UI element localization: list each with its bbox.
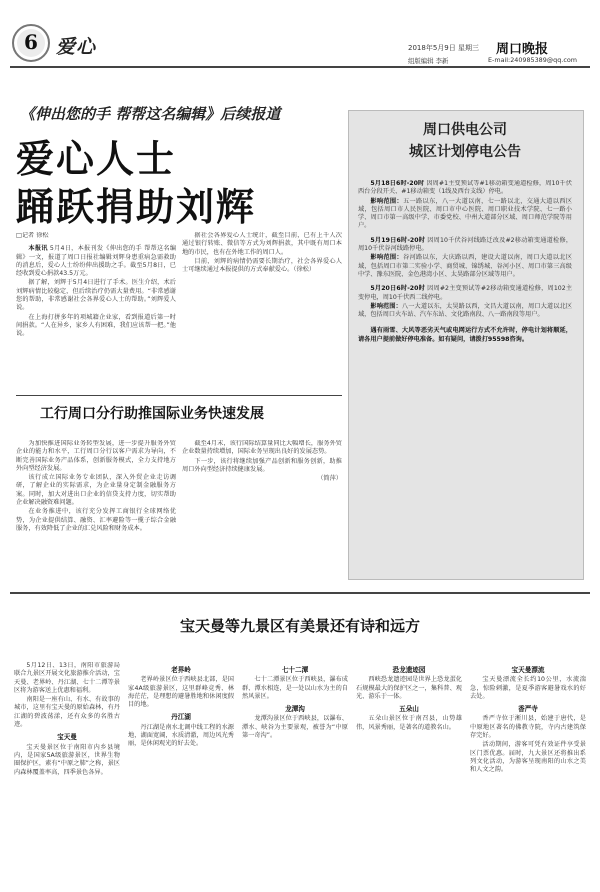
story2-top-rule: [16, 395, 342, 396]
scenic-name: 香严寺: [518, 705, 538, 714]
story3-intro: 5月12日、13日，南阳市旅游局联合九景区开展文化旅游推介活动，宝天曼、老界岭、丹江湖、七十二潭等景区将为游客送上优惠和福利。: [14, 662, 120, 694]
scenic-desc: 宝天曼漂流全长约10公里，水流湍急，惊险刺激，是夏季游客避暑戏水的好去处。: [470, 676, 586, 700]
outage-heading-1: 周口供电公司: [423, 122, 507, 138]
outage-note: 遇有雨雪、大风等恶劣天气或电网运行方式不允许时，停电计划将顺延，请各用户提前做好停电准备。如有疑问，请拨打95598咨询。: [358, 327, 572, 343]
outage-entry-2: 5月19日6时-20时 因周10千伏谷河线路迁改及#2移动箱变通道检修，周10千伏谷河线路停电。: [358, 236, 572, 253]
scenic-name: 恐龙遗迹园: [392, 666, 426, 674]
story2-para5: 下一步，该行将继续加强产品创新和服务创新，助推周口外向型经济持续健康发展。: [182, 457, 342, 473]
story3-col3: [242, 662, 348, 884]
story2-col-right: [182, 440, 342, 580]
scenic-name: 老界岭: [171, 666, 191, 674]
story1-col-right: [182, 232, 342, 360]
story1-title-line2: 踊跃捐助刘辉: [16, 184, 257, 229]
story3-col4: [356, 662, 462, 884]
header-date: 2018年5月9日 星期三: [408, 44, 479, 52]
outage-entry-3-area: 影响范围：八一大道以东，太昊路以西，文昌大道以南，周口大道以北区域，包括周口火车站、汽车东站、文化路南段、八一路南段等用户。: [358, 302, 572, 319]
scenic-desc: 丹江湖是南水北调中线工程的水源地，湖面宽阔，水质清澈，周边风光秀丽，是休闲观光的好去处。: [128, 723, 234, 748]
scenic-desc: 七十二潭景区位于西峡县，瀑布成群、潭水相连，是一处以山水为主的自然风景区。: [242, 676, 348, 700]
scenic-name: 宝天曼漂流: [511, 666, 545, 674]
story1-para5: 目前，刘辉的病情仍需要长期治疗，社会各界爱心人士可继续通过本报提供的方式奉献爱心。（徐松）: [182, 257, 342, 274]
page-number: 6: [24, 30, 38, 54]
scenic-desc: 老界岭景区位于西峡县北部，是国家4A级旅游景区，这里群峰竞秀、林海茫茫，是理想的避暑胜地和休闲度假目的地。: [128, 676, 234, 709]
story2-para4: 截至4月末，该行国际结算量同比大幅增长，服务外贸企业数量持续增加，国际业务呈现出良好的发展态势。: [182, 440, 342, 456]
story1-byline: □记者 徐松: [16, 232, 49, 239]
page-number-badge: [12, 24, 50, 62]
scenic-desc: 香严寺位于淅川县，始建于唐代，是中原地区著名的佛教寺院，寺内古建筑保存完好。: [470, 715, 586, 740]
outage-entry-1-area: 影响范围：五一路以东，八一大道以南，七一路以北，交通大道以西区域，包括周口市人民医院、周口市中心医院、周口职业技术学院、七一路小学、周口市第一高级中学、市委党校、中州大道部分区域、周口师范学院等用户。: [358, 197, 572, 230]
outage-entry-1: 5月18日6时-20时 因周#1主变预试等#1移动箱变通道检修，周10千伏西台分段开关、#1移动箱变（1线及西台支线）停电。: [358, 180, 572, 196]
scenic-name: 五朵山: [399, 705, 419, 714]
story2-col-left: [16, 440, 176, 580]
story1-col-left: [16, 232, 176, 360]
scenic-name: 七十二潭: [281, 666, 309, 674]
paper-name: 周口晚报: [496, 42, 549, 57]
header-rule: [10, 66, 590, 68]
story1-lead: 本报讯: [28, 245, 48, 253]
section-divider: [10, 592, 590, 594]
scenic-name: 丹江湖: [171, 713, 191, 722]
outage-entry-2-area: 影响范围：谷河路以东，大庆路以西，建设大道以南，周口大道以北区域，包括周口市第二实验小学、商贸城、锦绣城、谷河小区、周口市第三高级中学、豫东医院、金色港湾小区、太昊路部分区域等用户。: [358, 254, 572, 278]
story3-col5: [470, 662, 586, 884]
story1-kicker: 《伸出您的手 帮帮这名编辑》后续报道: [20, 105, 281, 123]
story1-title-line1: 爱心人士: [16, 136, 177, 181]
section-name: 爱心: [56, 36, 97, 58]
scenic-desc: 西峡恐龙遗迹园是世界上恐龙蛋化石规模最大的保护区之一，集科普、观光、游乐于一体。: [356, 676, 462, 700]
outage-heading-2: 城区计划停电公告: [409, 144, 521, 160]
story3-col1: [14, 662, 120, 884]
story1-para4: 据社会各界爱心人士统计，截至目前，已有上千人次通过银行转账、微信等方式为刘辉捐款，其中既有周口本地的市民，也有在外地工作的周口人。: [182, 232, 342, 256]
story1-para2: 据了解，刘辉于5月4日进行了手术。医生介绍，术后刘辉病情比较稳定，但后续治疗仍需大量费用。“非常感谢您的帮助，非常感谢社会各界爱心人士的帮助。”刘辉爱人说。: [16, 279, 176, 312]
scenic-name: 宝天曼: [57, 733, 77, 742]
header-editor: 组版编辑 李新: [408, 57, 449, 65]
story1-para1: 本报讯 5月4日，本报刊发《伸出您的手 帮帮这名编辑》一文，报道了周口日报社编辑刘辉身患重病急需救助的消息后，爱心人士纷纷伸出援助之手。截至5月8日，已经收到爱心捐款43.5万元。: [16, 245, 176, 278]
scenic-desc: 五朵山景区位于南召县，山势雄伟，风景秀丽，是著名的道教名山。: [356, 715, 462, 731]
story2-para3: 在业务推进中，该行充分发挥工商银行全球网络优势，为企业提供结算、融资、汇率避险等一揽子综合金融服务，有效降低了企业的汇兑风险和财务成本。: [16, 508, 176, 532]
header-email: E-mail:240985389@qq.com: [488, 56, 577, 64]
story3-closing: 活动期间，游客可凭有效证件享受景区门票优惠。届时，九大景区还将推出系列文化活动，为游客呈现南阳的山水之美和人文之韵。: [470, 741, 586, 774]
story2-para1: 为加快推进国际业务转型发展，进一步提升服务外贸企业的能力和水平，工行周口分行以客户需求为导向，不断完善国际业务产品体系，创新服务模式，全力支持地方外向型经济发展。: [16, 440, 176, 472]
scenic-desc: 龙潭沟景区位于西峡县，以瀑布、潭水、峡谷为主要景观，被誉为“中原第一奇沟”。: [242, 715, 348, 740]
story1-para3: 在上海打拼多年的项城籍企业家，看到报道后第一时间捐款。“人在异乡，家乡人有困难，我们应该帮一把。”他说。: [16, 313, 176, 338]
story3-col1-intro: 南阳是一座有山、有水、有故事的城市，这里有宝天曼的原始森林，有丹江湖的碧波荡漾，还有众多的名胜古迹。: [14, 696, 120, 729]
scenic-name: 龙潭沟: [285, 705, 305, 714]
outage-entry-3: 5月20日6时-20时 因周#2主变预试等#2移动箱变通道检修，周102主变停电，周10千伏西二线停电。: [358, 285, 572, 301]
story3-col2: [128, 662, 234, 884]
outage-body: [358, 180, 572, 570]
story2-para2: 该行成立国际业务专业团队，深入外贸企业走访调研，了解企业的实际需求，为企业量身定制金融服务方案。同时，加大对进出口企业的信贷支持力度，切实帮助企业解决融资难问题。: [16, 474, 176, 507]
story2-byline: （简萍）: [317, 475, 342, 483]
story3-title: 宝天曼等九景区有美景还有诗和远方: [179, 617, 420, 635]
story2-title: 工行周口分行助推国际业务快速发展: [40, 406, 264, 422]
scenic-desc: 宝天曼景区位于南阳市内乡县境内，是国家5A级旅游景区，世界生物圈保护区，素有“中原之肺”之称，景区内森林覆盖率高，四季景色各异。: [14, 743, 120, 776]
